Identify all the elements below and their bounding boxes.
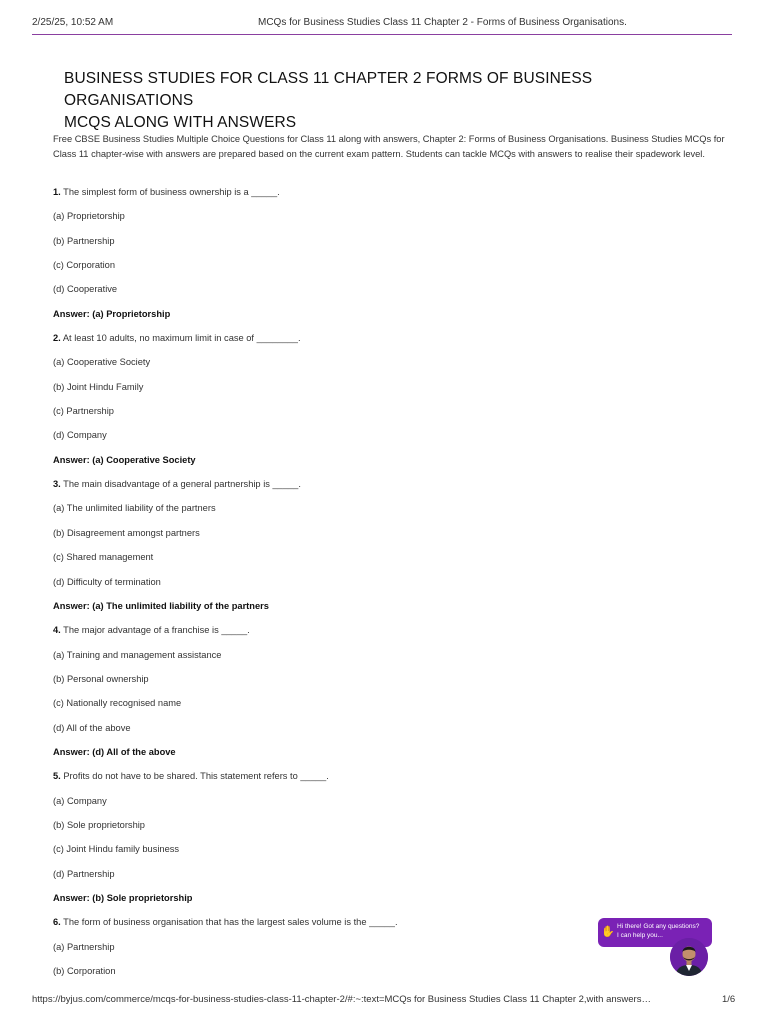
question-text [53, 332, 693, 356]
question-stem: The major advantage of a franchise is _____. [60, 625, 250, 636]
waving-hand-icon: ✋ [601, 926, 615, 938]
question-text [53, 624, 693, 648]
answer-option: (d) Company [53, 430, 107, 441]
answer-option: (a) Company [53, 795, 107, 806]
question-text [53, 916, 693, 940]
answer-option: (b) Partnership [53, 235, 115, 246]
answer-option: (c) Partnership [53, 406, 114, 417]
answer-option: (a) Partnership [53, 941, 115, 952]
answer-option: (c) Shared management [53, 552, 154, 563]
answer-option: (d) All of the above [53, 722, 131, 733]
person-avatar-icon [670, 938, 708, 976]
answer-line: Answer: (a) Proprietorship [53, 308, 171, 319]
chat-avatar[interactable] [670, 938, 708, 976]
question-stem: The simplest form of business ownership is a _____. [60, 187, 280, 197]
chat-prompt-line-1: Hi there! Got any questions? [617, 923, 700, 930]
chat-prompt-line-2: I can help you... [617, 931, 663, 939]
answer-option: (d) Partnership [53, 868, 115, 879]
answer-option: (c) Joint Hindu family business [53, 844, 180, 855]
question-stem: The main disadvantage of a general partnership is _____. [60, 479, 301, 490]
page-title [64, 68, 714, 134]
question-text [53, 478, 693, 502]
question-number: 2. [53, 333, 61, 344]
question-text [53, 186, 693, 210]
answer-option: (c) Corporation [53, 260, 116, 271]
answer-option: (d) Cooperative [53, 284, 118, 295]
question-stem: At least 10 adults, no maximum limit in case of ________. [60, 333, 301, 344]
print-header [0, 0, 768, 36]
page-number: 1/6 [722, 994, 736, 1005]
answer-option: (a) Proprietorship [53, 211, 125, 222]
question-number: 5. [53, 771, 61, 782]
answer-option: (b) Corporation [53, 966, 116, 976]
question-number: 1. [53, 187, 61, 197]
question-stem: The form of business organisation that has the largest sales volume is the _____. [60, 917, 398, 928]
answer-option: (a) Cooperative Society [53, 357, 151, 368]
page-title-line-2: MCQS ALONG WITH ANSWERS [64, 114, 297, 131]
answer-line: Answer: (a) The unlimited liability of the partners [53, 600, 269, 611]
header-divider [32, 34, 732, 35]
chat-prompt-text [617, 923, 709, 940]
answer-option: (b) Joint Hindu Family [53, 381, 144, 392]
answer-option: (d) Difficulty of termination [53, 576, 161, 587]
page-url: https://byjus.com/commerce/mcqs-for-business-studies-class-11-chapter-2/#:~:text=MCQs for Business Studies Class 11 Chapter 2,with answers… [32, 994, 651, 1005]
answer-option: (b) Personal ownership [53, 673, 149, 684]
answer-option: (c) Nationally recognised name [53, 698, 182, 709]
question-stem: Profits do not have to be shared. This statement refers to _____. [60, 771, 329, 782]
print-footer [0, 994, 768, 1014]
print-page-title: MCQs for Business Studies Class 11 Chapter 2 - Forms of Business Organisations. [258, 17, 627, 28]
page-title-line-1: BUSINESS STUDIES FOR CLASS 11 CHAPTER 2 FORMS OF BUSINESS ORGANISATIONS [64, 70, 593, 109]
answer-line: Answer: (d) All of the above [53, 746, 176, 757]
question-text [53, 770, 693, 794]
intro-paragraph: Free CBSE Business Studies Multiple Choice Questions for Class 11 along with answers, Chapter 2: Forms of Business Organisations. Business Studies MCQs for Class 11 chapter-wise with answers are prepared based on the current exam pattern. Students can tackle MCQs with answers to realise their spadework level. [53, 134, 725, 159]
answer-option: (b) Sole proprietorship [53, 819, 145, 830]
question-number: 6. [53, 917, 61, 928]
answer-option: (a) The unlimited liability of the partners [53, 503, 216, 514]
question-number: 4. [53, 625, 61, 636]
mcq-list [53, 186, 693, 989]
print-date: 2/25/25, 10:52 AM [32, 17, 114, 28]
answer-option: (b) Disagreement amongst partners [53, 527, 200, 538]
question-number: 3. [53, 479, 61, 490]
answer-line: Answer: (a) Cooperative Society [53, 454, 196, 465]
answer-line: Answer: (b) Sole proprietorship [53, 892, 193, 903]
answer-option: (a) Training and management assistance [53, 649, 222, 660]
